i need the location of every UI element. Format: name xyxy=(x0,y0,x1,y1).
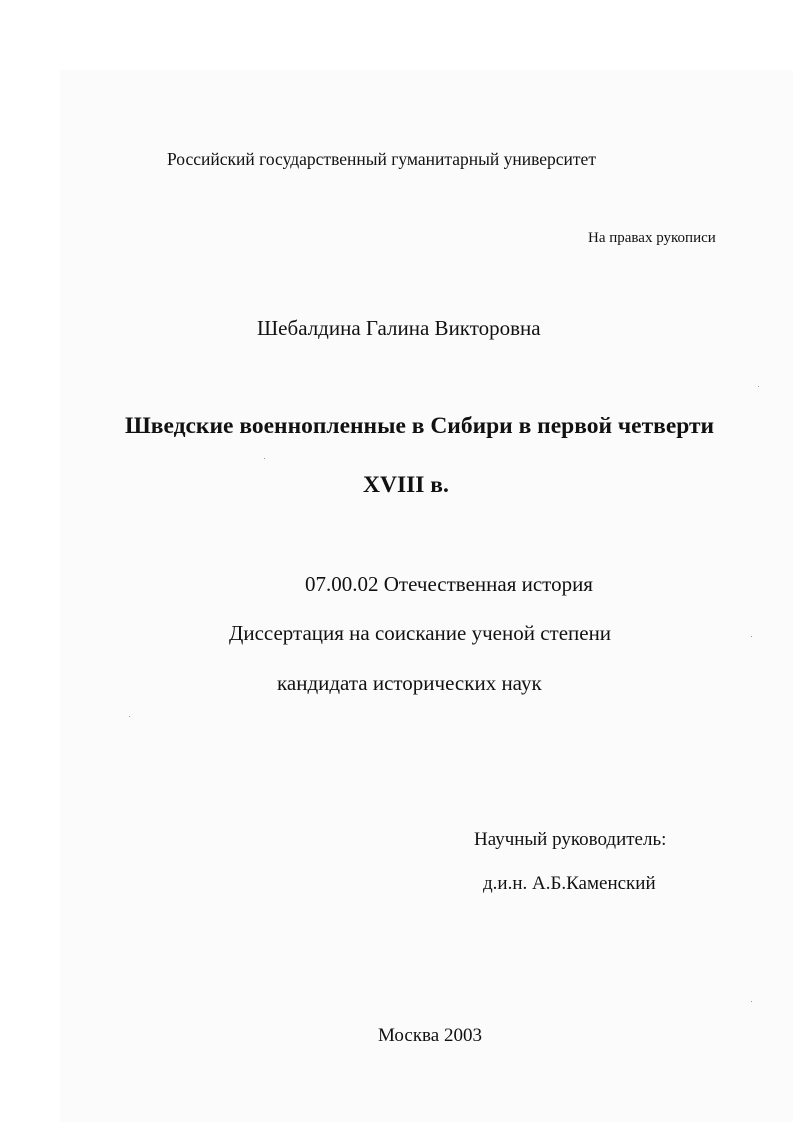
city-year: Москва 2003 xyxy=(378,1025,482,1046)
degree-line-1: Диссертация на соискание ученой степени xyxy=(229,621,612,645)
supervisor-label: Научный руководитель: xyxy=(474,829,667,850)
specialty: 07.00.02 Отечественная история xyxy=(305,572,593,596)
author-name: Шебалдина Галина Викторовна xyxy=(257,316,541,340)
scan-speck xyxy=(751,636,752,637)
dissertation-title-line-1: Шведские военнопленные в Сибири в первой четверти xyxy=(125,413,715,439)
scan-background xyxy=(60,70,793,1122)
scan-speck xyxy=(758,386,759,387)
scan-speck xyxy=(751,1001,752,1002)
scan-speck xyxy=(129,716,130,717)
dissertation-title-line-2: XVIII в. xyxy=(363,472,449,498)
manuscript-rights-note: На правах рукописи xyxy=(588,230,716,246)
university-name: Российский государственный гуманитарный университет xyxy=(167,149,596,169)
supervisor-name: д.и.н. А.Б.Каменский xyxy=(483,873,656,894)
scan-speck xyxy=(264,458,265,459)
degree-line-2: кандидата исторических наук xyxy=(277,671,542,695)
